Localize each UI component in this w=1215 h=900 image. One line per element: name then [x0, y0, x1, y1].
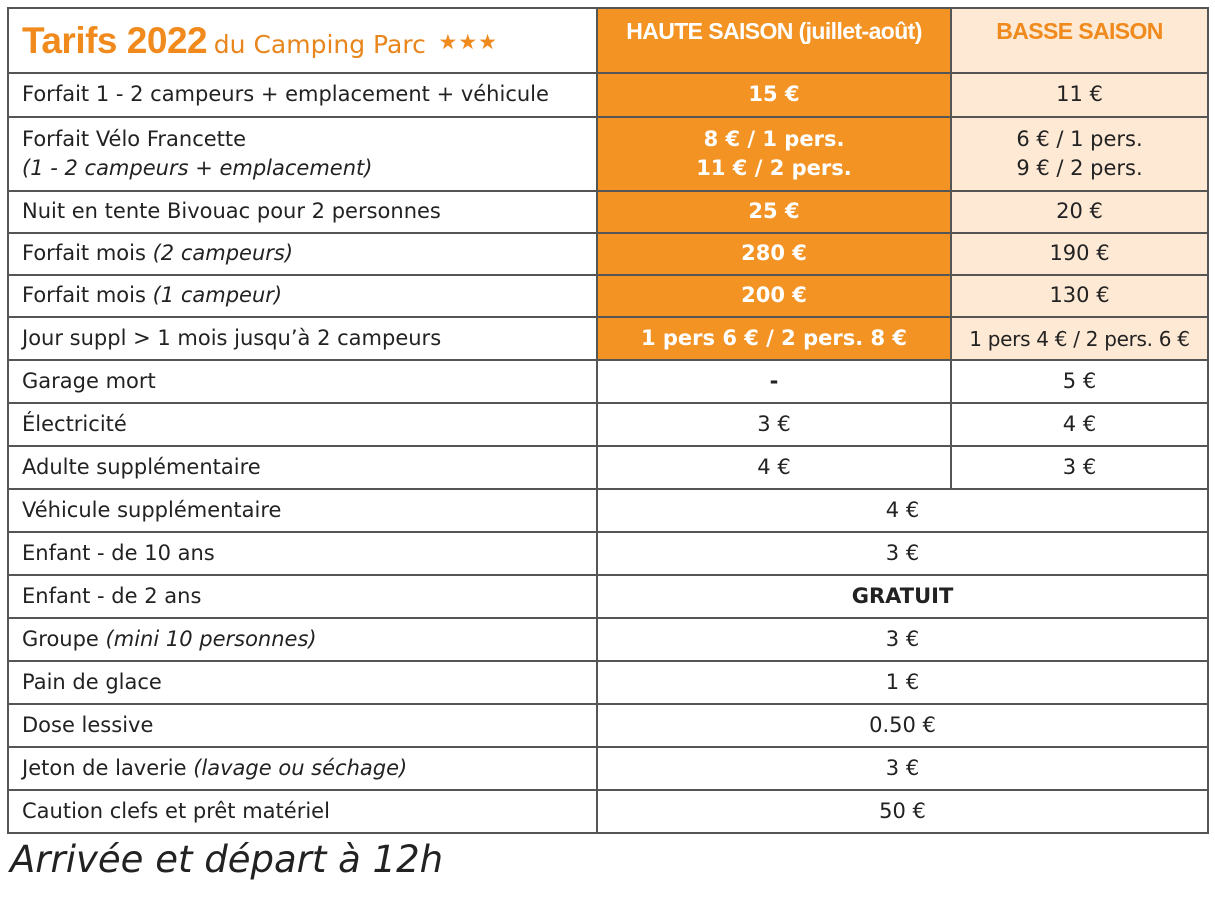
row-label	[8, 233, 597, 275]
table-row	[8, 790, 1208, 833]
haute-saison-price: 200 €	[597, 275, 951, 317]
haute-saison-price	[597, 117, 951, 191]
table-row	[8, 575, 1208, 618]
table-row	[8, 618, 1208, 661]
row-label-note: (1 - 2 campeurs + emplacement)	[22, 156, 373, 180]
row-label	[8, 747, 597, 790]
row-label-note: (1 campeur)	[152, 283, 283, 308]
basse-saison-price: 1 pers 4 € / 2 pers. 6 €	[951, 317, 1208, 360]
row-label: Électricité	[8, 403, 597, 446]
table-row	[8, 532, 1208, 575]
row-label-main: Groupe	[22, 626, 99, 651]
row-label: Nuit en tente Bivouac pour 2 personnes	[8, 191, 597, 233]
header-haute-saison: HAUTE SAISON (juillet-août)	[597, 8, 951, 73]
basse-saison-price	[951, 117, 1208, 191]
row-label-main: Forfait mois	[22, 283, 146, 308]
price-all-seasons: 4 €	[597, 489, 1208, 532]
table-row	[8, 191, 1208, 233]
title-year: Tarifs 2022	[22, 19, 208, 61]
table-row	[8, 489, 1208, 532]
row-label	[8, 275, 597, 317]
basse-saison-price: 11 €	[951, 73, 1208, 117]
price-all-seasons: 3 €	[597, 532, 1208, 575]
row-label-main: Jeton de laverie	[22, 755, 187, 780]
row-label-main: Forfait mois	[22, 241, 146, 266]
table-row	[8, 747, 1208, 790]
price-line: 11 € / 2 pers.	[696, 156, 852, 180]
row-label: Véhicule supplémentaire	[8, 489, 597, 532]
price-all-seasons: GRATUIT	[597, 575, 1208, 618]
table-row	[8, 275, 1208, 317]
row-label: Dose lessive	[8, 704, 597, 747]
haute-saison-price: 25 €	[597, 191, 951, 233]
row-label: Jour suppl > 1 mois jusqu’à 2 campeurs	[8, 317, 597, 360]
table-row	[8, 661, 1208, 704]
row-label-note: (2 campeurs)	[152, 241, 294, 266]
table-row	[8, 446, 1208, 489]
price-all-seasons: 3 €	[597, 747, 1208, 790]
row-label: Forfait 1 - 2 campeurs + emplacement + véhicule	[8, 73, 597, 117]
row-label: Adulte supplémentaire	[8, 446, 597, 489]
row-label: Enfant - de 2 ans	[8, 575, 597, 618]
basse-saison-price: 4 €	[951, 403, 1208, 446]
row-label-main: Forfait Vélo Francette	[22, 126, 247, 151]
table-row	[8, 73, 1208, 117]
tariff-table	[7, 7, 1209, 834]
table-row	[8, 117, 1208, 191]
price-all-seasons: 1 €	[597, 661, 1208, 704]
row-label	[8, 618, 597, 661]
basse-saison-price: 5 €	[951, 360, 1208, 403]
basse-saison-price: 3 €	[951, 446, 1208, 489]
basse-saison-price: 190 €	[951, 233, 1208, 275]
table-title	[8, 8, 597, 73]
rating-stars-icon: ★★★	[438, 29, 498, 54]
row-label: Pain de glace	[8, 661, 597, 704]
haute-saison-price: 280 €	[597, 233, 951, 275]
price-all-seasons: 0.50 €	[597, 704, 1208, 747]
header-row	[8, 8, 1208, 73]
arrival-departure-note: Arrivée et départ à 12h	[10, 838, 444, 881]
haute-saison-price: -	[597, 360, 951, 403]
row-label	[8, 117, 597, 191]
table-row	[8, 403, 1208, 446]
table-row	[8, 317, 1208, 360]
row-label: Caution clefs et prêt matériel	[8, 790, 597, 833]
haute-saison-price: 15 €	[597, 73, 951, 117]
table-row	[8, 233, 1208, 275]
table-row	[8, 360, 1208, 403]
row-label-note: (lavage ou séchage)	[193, 755, 408, 780]
haute-saison-price: 4 €	[597, 446, 951, 489]
basse-saison-price: 20 €	[951, 191, 1208, 233]
price-all-seasons: 3 €	[597, 618, 1208, 661]
header-basse-saison: BASSE SAISON	[951, 8, 1208, 73]
row-label-note: (mini 10 personnes)	[105, 626, 317, 651]
price-line: 6 € / 1 pers.	[1016, 126, 1143, 151]
price-line: 8 € / 1 pers.	[703, 126, 845, 151]
row-label: Garage mort	[8, 360, 597, 403]
price-all-seasons: 50 €	[597, 790, 1208, 833]
basse-saison-price: 130 €	[951, 275, 1208, 317]
haute-saison-price: 3 €	[597, 403, 951, 446]
price-line: 9 € / 2 pers.	[1016, 156, 1143, 180]
row-label: Enfant - de 10 ans	[8, 532, 597, 575]
table-row	[8, 704, 1208, 747]
haute-saison-price: 1 pers 6 € / 2 pers. 8 €	[597, 317, 951, 360]
title-subtitle: du Camping Parc	[213, 29, 426, 59]
